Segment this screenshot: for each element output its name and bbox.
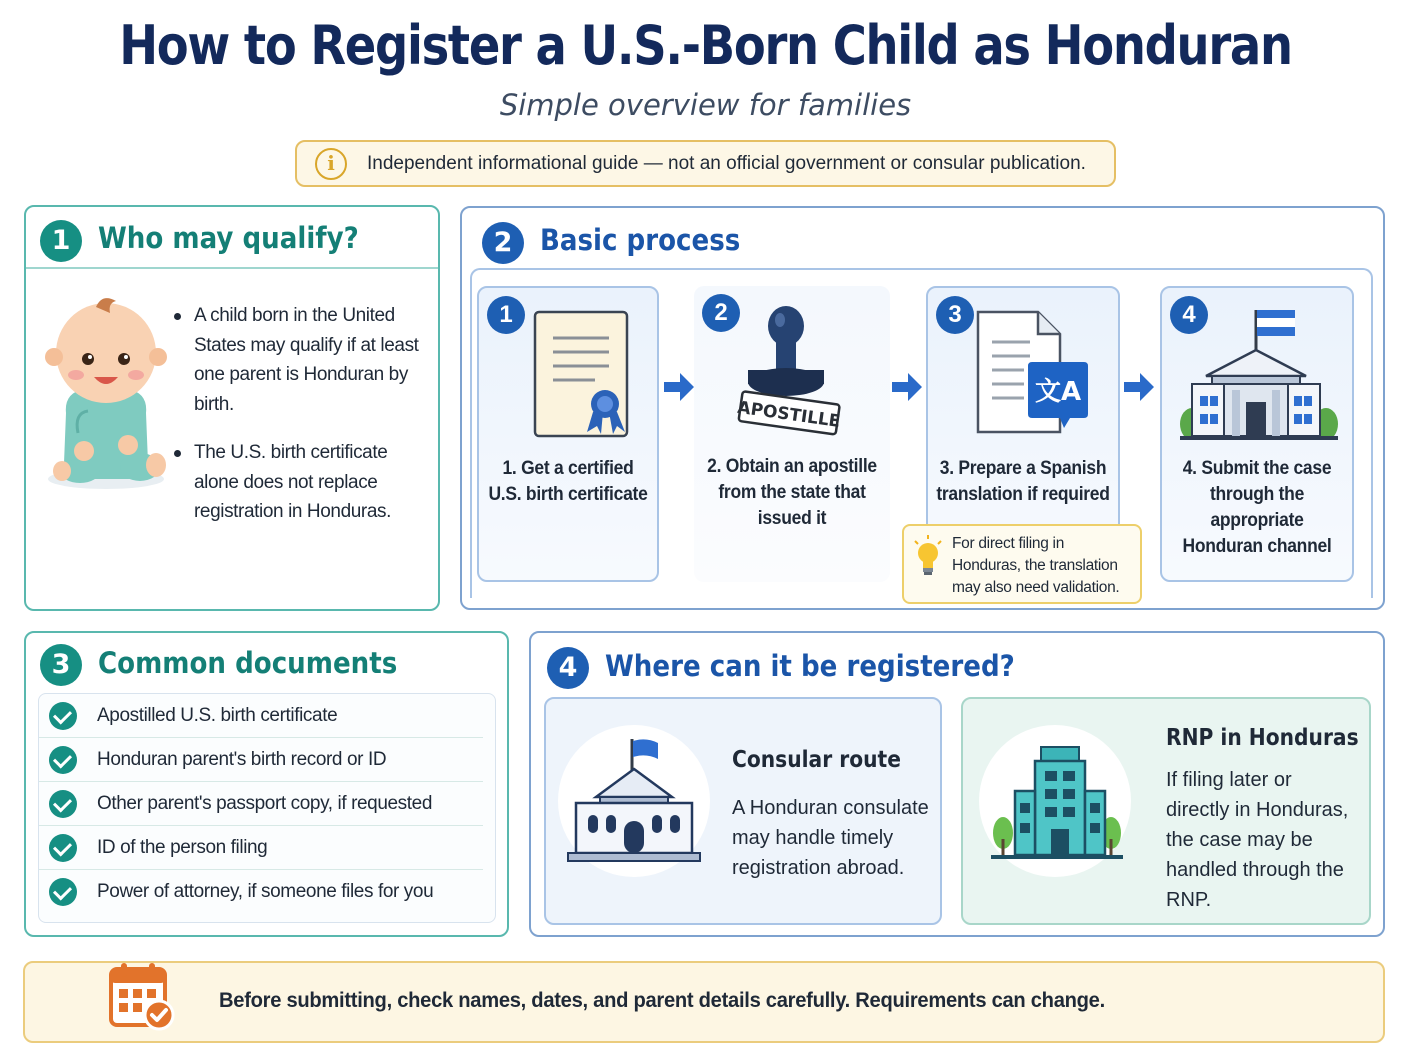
section-who-may-qualify [24, 205, 440, 611]
office-building-icon [987, 743, 1127, 863]
translation-document-icon [974, 308, 1092, 438]
section-number-1: 1 [40, 220, 82, 262]
list-item [39, 826, 483, 870]
list-item [39, 870, 483, 914]
qualification-bullet: A child born in the United States may qualify if at least one parent is Honduran by birth. [174, 301, 434, 419]
page-title: How to Register a U.S.-Born Child as Honduran [119, 14, 1292, 77]
lightbulb-icon [912, 534, 944, 578]
section-title-where-registered: Where can it be registered? [605, 649, 1015, 683]
document-label: Honduran parent's birth record or ID [97, 748, 387, 770]
process-step-1 [477, 286, 659, 582]
document-label: Power of attorney, if someone files for you [97, 881, 434, 902]
disclaimer-banner [295, 140, 1116, 187]
stamp-text: APOSTILLE [736, 397, 842, 432]
footer-text: Before submitting, check names, dates, and parent details carefully. Requirements can change. [219, 989, 1105, 1012]
route-title: RNP in Honduras [1166, 725, 1359, 751]
section-number-3: 3 [40, 644, 82, 686]
certificate-icon [531, 308, 631, 442]
section-number-4: 4 [547, 647, 589, 689]
section-title-who-may-qualify: Who may qualify? [98, 221, 359, 255]
checkmark-icon [49, 746, 77, 774]
step-label: 3. Prepare a Spanish translation if required [936, 458, 1110, 505]
step-number: 4 [1170, 296, 1208, 334]
document-label: ID of the person filing [97, 836, 268, 858]
checkmark-icon [49, 878, 77, 906]
qualification-bullet: The U.S. birth certificate alone does not replace registration in Honduras. [174, 438, 434, 527]
checkmark-icon [49, 702, 77, 730]
icon-backdrop [558, 725, 710, 877]
process-step-4 [1160, 286, 1354, 582]
arrow-right-icon [662, 370, 696, 404]
calendar-check-icon [107, 961, 177, 1033]
arrow-right-icon [1122, 370, 1156, 404]
route-description: If filing later or directly in Honduras, the case may be handled through the RNP. [1166, 769, 1349, 911]
step-label: 2. Obtain an apostille from the state that issued it [707, 456, 877, 529]
section-basic-process [460, 206, 1385, 610]
checkmark-icon [49, 790, 77, 818]
translation-tip [902, 524, 1142, 604]
consulate-building-icon [566, 737, 702, 867]
section-where-registered [529, 631, 1385, 937]
translate-glyph: 文A [1034, 377, 1082, 407]
step-label: 1. Get a certified U.S. birth certificate [488, 458, 648, 505]
tip-text: For direct filing in Honduras, the translation may also need validation. [952, 535, 1120, 596]
icon-backdrop [979, 725, 1131, 877]
list-item [39, 694, 483, 738]
step-number: 3 [936, 296, 974, 334]
section-title-basic-process: Basic process [540, 223, 741, 257]
section-title-common-documents: Common documents [98, 646, 398, 680]
list-item [39, 738, 483, 782]
consular-route-card [544, 697, 942, 925]
section-divider [26, 267, 438, 269]
step-number: 2 [702, 294, 740, 332]
documents-list [38, 693, 496, 923]
list-item [39, 782, 483, 826]
qualification-bullets [174, 301, 434, 546]
section-common-documents [24, 631, 509, 937]
process-step-2 [694, 286, 890, 582]
government-building-icon [1176, 306, 1342, 442]
step-label: 4. Submit the case through the appropriate Honduran channel [1182, 458, 1332, 557]
baby-illustration [44, 293, 168, 493]
checkmark-icon [49, 834, 77, 862]
section-number-2: 2 [482, 222, 524, 264]
route-title: Consular route [732, 747, 901, 773]
arrow-right-icon [890, 370, 924, 404]
route-description: A Honduran consulate may handle timely registration abroad. [732, 797, 929, 879]
disclaimer-text: Independent informational guide — not an official government or consular publication. [367, 152, 1086, 174]
info-icon: i [315, 148, 347, 180]
document-label: Apostilled U.S. birth certificate [97, 704, 338, 726]
rnp-route-card [961, 697, 1371, 925]
footer-reminder-banner [23, 961, 1385, 1043]
document-label: Other parent's passport copy, if requested [97, 792, 432, 814]
step-number: 1 [487, 296, 525, 334]
page-subtitle: Simple overview for families [499, 88, 912, 122]
apostille-stamp-icon [736, 304, 846, 442]
